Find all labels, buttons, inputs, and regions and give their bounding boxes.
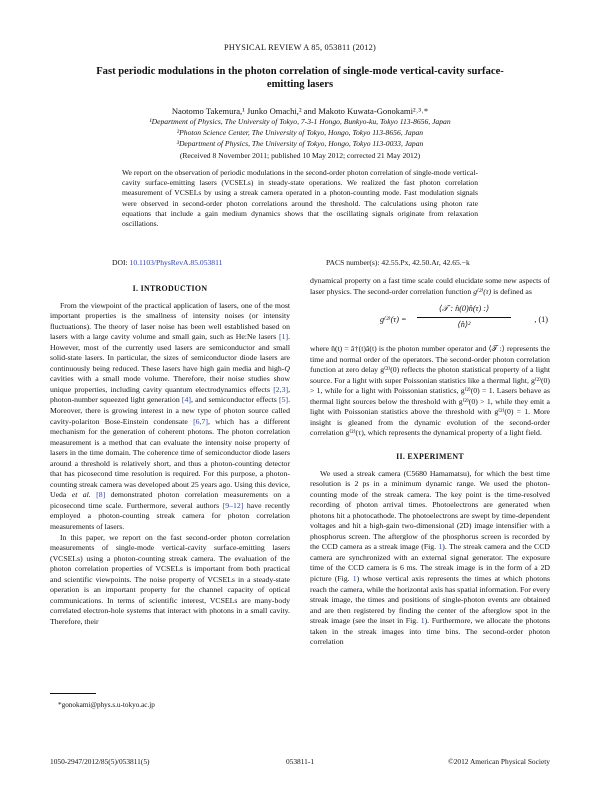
citation-link[interactable]: [9–12] [222, 500, 244, 510]
intro-paragraph-2: In this paper, we report on the fast second-order photon correlation measurements of single-mode vertical-cavity surface-emitting lasers (VCSELs) using a photon-counting streak camera. The evaluation of the photon correlation properties of VCSELs is important from both practical and scientific viewpoints. The noise property of VCSELs in a steady-state operation is an important property for the channel capacity of optical communications. In terms of scientific interest, VCSELs are many-body correlated electron-hole systems that interact with photons in a small cavity. Therefore, their [50, 532, 290, 626]
equation-number: , (1) [534, 315, 548, 325]
citation-link[interactable]: [2,3] [273, 384, 289, 394]
footnote-rule [50, 693, 96, 694]
intro-paragraph-4: where n̂(t) = â†(t)â(t) is the photon number operator and ⟨𝒯 :⟩ represents the time and normal order of the operators. The second-order photon correlation function at zero delay g⁽²⁾(0) reflects the photon statistical property of a light source. For a light with super Poissonian statistics like a thermal light, g⁽²⁾(0) > 1, while for a light with Poissonian statistics, g⁽²⁾(0) = 1. Lasers behave as thermal light sources below the threshold with g⁽²⁾(0) > 1, while they emit a light with Poissonian statistics above the threshold with g⁽²⁾(0) = 1. More insight is gleaned from the dynamic evolution of the second-order correlation g⁽²⁾(τ), which represents the dynamical property of a light field. [310, 344, 550, 438]
affiliation-2: ²Photon Science Center, The University of Tokyo, Hongo, Tokyo 113-8656, Japan [176, 128, 424, 137]
paper-title: Fast periodic modulations in the photon correlation of single-mode vertical-cavity surface-emitting lasers [96, 66, 504, 90]
equation-lhs: g⁽²⁾(τ) = [380, 315, 407, 325]
equation-denominator: ⟨n̂⟩² [457, 319, 471, 329]
equation-1 [310, 302, 550, 338]
section-heading-experiment: II. EXPERIMENT [396, 452, 464, 462]
left-column [50, 281, 290, 628]
intro-paragraph-3: dynamical property on a fast time scale could elucidate some new aspects of laser physics. The second-order correlation function g⁽²⁾(τ) is defined as [310, 276, 550, 296]
issn-code: 1050-2947/2012/85(5)/053811(5) [50, 757, 150, 766]
figure-link[interactable]: 1 [420, 616, 425, 626]
citation-link[interactable]: [6,7] [193, 416, 208, 426]
affiliation-1: ¹Department of Physics, The University of Tokyo, 7-3-1 Hongo, Bunkyo-ku, Tokyo 113-8656, Japan [149, 117, 451, 126]
page-number: 053811-1 [285, 757, 315, 766]
doi-link[interactable]: 10.1103/PhysRevA.85.053811 [129, 258, 223, 267]
citation-link[interactable]: [8] [96, 490, 106, 500]
section-heading-introduction: I. INTRODUCTION [132, 284, 208, 293]
affiliation-3: ³Department of Physics, The University of Tokyo, Hongo, Tokyo 113-0033, Japan [176, 139, 424, 148]
equation-fraction [417, 304, 511, 330]
abstract: We report on the observation of periodic modulations in the second-order photon correlation of single-mode vertical-cavity surface-emitting lasers (VCSELs) in steady-state operations. We realized the fast photon correlation measurement of VCSELs by using a streak camera operated in a photon-counting mode. Fast modulation signals were observed in second-order photon correlations around the threshold. The calculations using photon rate equations that include a gain medium dynamics shows that the oscillating signals originate from relaxation oscillations. [122, 168, 478, 229]
citation-link[interactable]: [4] [181, 395, 191, 405]
publication-dates: (Received 8 November 2011; published 10 May 2012; corrected 21 May 2012) [179, 151, 421, 160]
doi-line [112, 258, 222, 267]
doi-label: DOI: [112, 258, 128, 267]
copyright: ©2012 American Physical Society [448, 757, 550, 766]
equation-numerator: ⟨𝒯 : n̂(0)n̂(τ) :⟩ [417, 304, 511, 318]
experiment-paragraph-1: We used a streak camera (C5680 Hamamatsu), for which the best time resolution is 2 ps in a minimum dynamic range. We used the photon-counting mode of the streak camera. The key point is the time-resolved recording of photon arrival times. Photoelectrons are generated when photons hit a photocathode. The photoelectrons are swept by time-dependent voltages and hit a high-gain two-dimensional (2D) image intensifier with a phosphorus screen. The afterglow of the phosphorus screen is recorded by the CCD camera as a streak image (Fig. 1). The streak camera and the CCD camera are synchronized with an external signal generator. The exposure time of the CCD camera is 6 ms. The streak image is in the form of a 2D picture (Fig. 1) whose vertical axis represents the times at which photons reach the camera, while the horizontal axis has spatial information. For every streak image, the times and positions of single-photon events are obtained and are then registered by finding the center of the afterglow spot in the streak image (see the inset in Fig. 1). Furthermore, we allocate the photons taken in the streak images into time bins. The second-order photon correlation [310, 468, 551, 647]
running-head: PHYSICAL REVIEW A 85, 053811 (2012) [224, 43, 376, 52]
corresponding-author-email: *gonokami@phys.s.u-tokyo.ac.jp [58, 701, 155, 709]
figure-link[interactable]: 1 [438, 542, 443, 552]
intro-paragraph-1: From the viewpoint of the practical application of lasers, one of the most important properties is the smallness of intensity noises (or intensity fluctuations). The theory of laser noise has been well established based on lasers with a large cavity volume and small gain, such as He:Ne lasers [1]. However, most of the currently used lasers are semiconductor and small solid-state lasers. In particular, the sizes of semiconductor diode lasers are continuously being reduced. These lasers have high gain media and high-Q cavities with a small mode volume. Therefore, their noise studies show unique properties, including cavity quantum electrodynamics effects [2,3], photon-number squeezed light generation [4], and semiconductor effects [5]. Moreover, there is growing interest in a new type of photon source called cavity-polariton Bose-Einstein condensate [6,7], which has a different mechanism for the generation of coherent photons. The photon correlation measurement is a method that can evaluate the intensity noise property of lasers in the time domain. The coherence time of semiconductor diode lasers around a threshold is relatively short, and thus a photon-counting detector that has picosecond time resolution is required. For this purpose, a photon-counting streak camera was developed about 25 years ago. Using this device, Ueda et al. [8] demonstrated photon correlation measurements on a picosecond time scale. Furthermore, several authors [9–12] have recently employed a photon-counting streak camera for photon correlation measurements of lasers. [50, 300, 291, 532]
citation-link[interactable]: [1] [279, 332, 289, 342]
right-column [310, 276, 550, 648]
pacs-numbers: PACS number(s): 42.55.Px, 42.50.Ar, 42.65.−k [326, 258, 470, 267]
figure-link[interactable]: 1 [352, 574, 357, 584]
citation-link[interactable]: [5] [279, 395, 289, 405]
author-list: Naotomo Takemura,¹ Junko Omachi,² and Makoto Kuwata-Gonokami²˒³˒* [171, 106, 429, 116]
